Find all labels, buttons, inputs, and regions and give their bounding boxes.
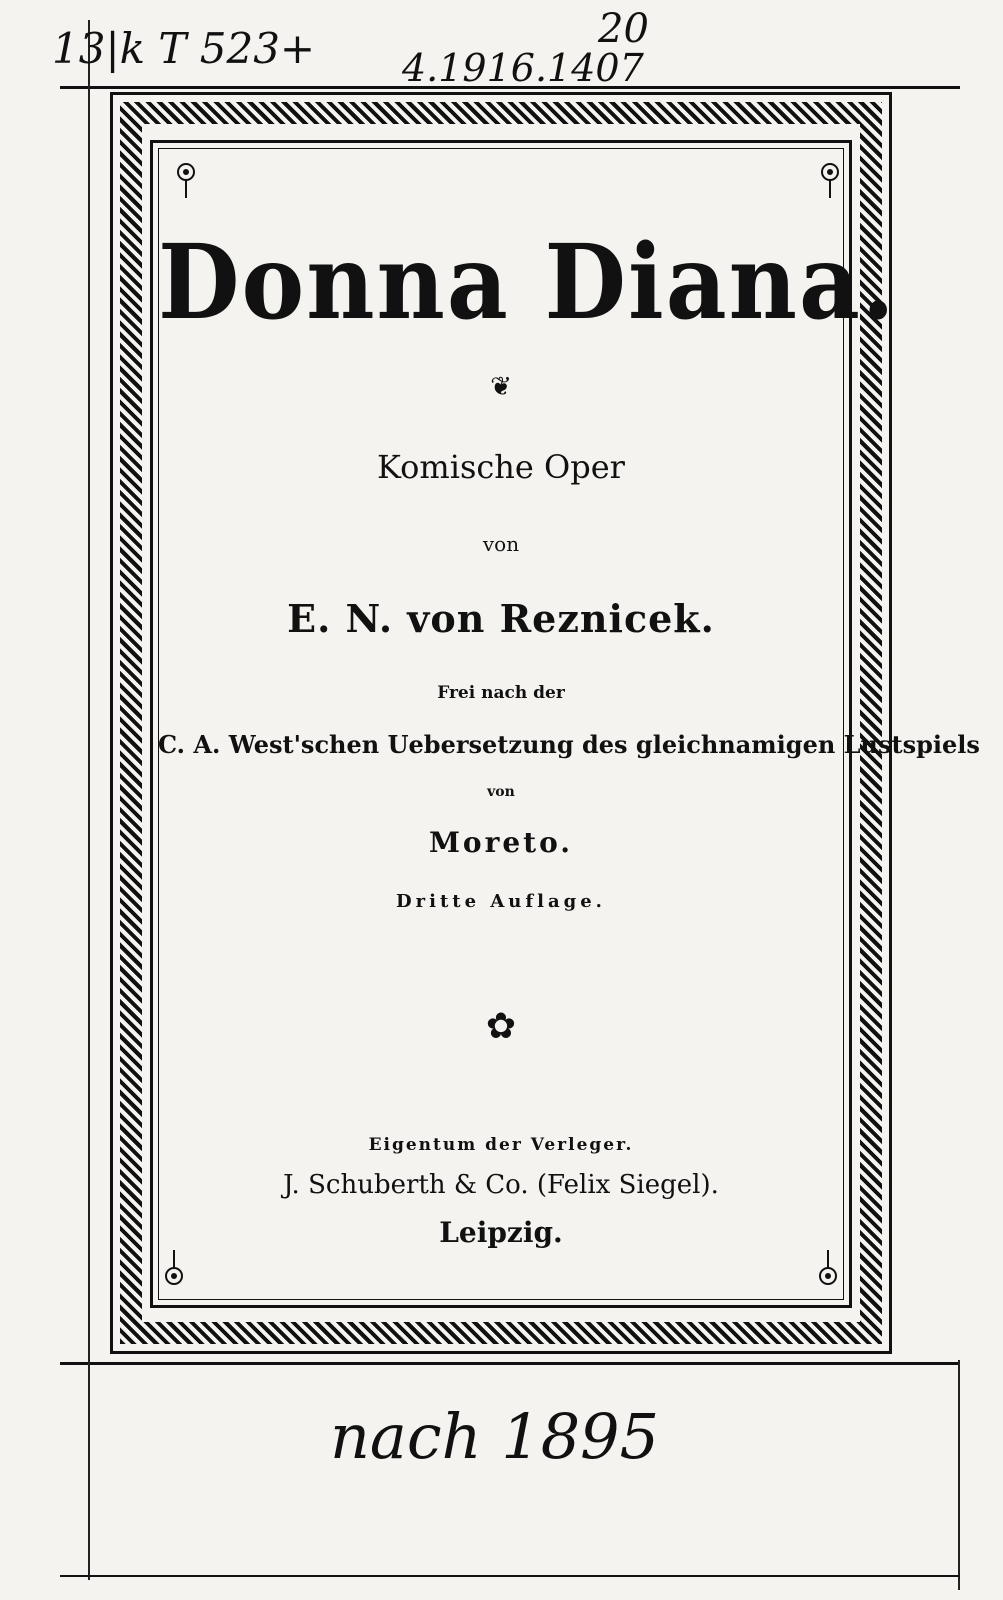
date-annotation: nach 1895 bbox=[330, 1400, 660, 1473]
number-note: 20 bbox=[598, 6, 649, 52]
rights-notice: Eigentum der Verleger. bbox=[368, 1135, 634, 1155]
corner-scroll-icon bbox=[160, 1250, 200, 1290]
footer-rule bbox=[60, 1575, 960, 1577]
publisher-city: Leipzig. bbox=[439, 1216, 563, 1249]
corner-scroll-icon bbox=[802, 1250, 842, 1290]
von-label: von bbox=[482, 532, 520, 556]
frei-nach-label: Frei nach der bbox=[437, 683, 565, 703]
edition-label: Dritte Auflage. bbox=[396, 891, 606, 912]
publisher-name: J. Schuberth & Co. (Felix Siegel). bbox=[283, 1170, 719, 1200]
shelf-mark: 13|k T 523+ bbox=[52, 24, 316, 73]
original-author: Moreto. bbox=[428, 826, 574, 859]
corner-scroll-icon bbox=[808, 158, 848, 198]
flower-ornament-icon: ✿ bbox=[485, 1006, 517, 1047]
composer-name: E. N. von Reznicek. bbox=[287, 596, 715, 641]
source-translation: C. A. West'schen Uebersetzung des gleichnamigen Lustspiels bbox=[158, 730, 980, 759]
inventory-number: 4.1916.1407 bbox=[402, 46, 644, 90]
ornament-icon: ❦ bbox=[490, 372, 512, 402]
left-rule bbox=[88, 20, 90, 1580]
opera-title: Donna Diana. bbox=[158, 222, 897, 344]
corner-scroll-icon bbox=[168, 158, 208, 198]
right-rule bbox=[958, 1360, 960, 1590]
von-label-2: von bbox=[487, 784, 515, 800]
bottom-rule bbox=[60, 1362, 960, 1365]
opera-subtitle: Komische Oper bbox=[377, 448, 625, 486]
